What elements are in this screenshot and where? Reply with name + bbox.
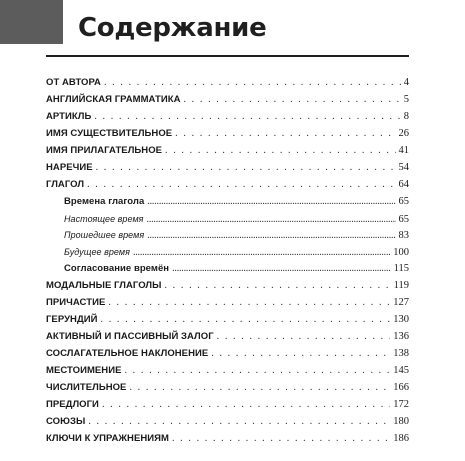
toc-dot-leader	[147, 212, 396, 229]
toc-entry[interactable]	[46, 278, 409, 295]
toc-entry-title: Времена глагола	[64, 195, 145, 207]
toc-dot-leader	[183, 92, 400, 109]
toc-dot-leader	[217, 329, 391, 346]
toc-page-number: 83	[398, 230, 409, 242]
toc-entry-title: ГЕРУНДИЙ	[46, 314, 98, 326]
toc-entry[interactable]	[46, 92, 409, 109]
toc-dot-leader	[108, 295, 390, 312]
toc-page-number: 26	[398, 127, 409, 139]
toc-dot-leader	[102, 397, 390, 414]
toc-dot-leader	[147, 194, 395, 211]
toc-entry-title: СОЮЗЫ	[46, 415, 86, 427]
toc-dot-leader	[165, 143, 395, 160]
toc-entry[interactable]	[46, 227, 409, 244]
toc-entry[interactable]	[46, 177, 409, 194]
toc-entry[interactable]	[46, 414, 409, 431]
toc-entry-title: АКТИВНЫЙ И ПАССИВНЫЙ ЗАЛОГ	[46, 331, 214, 343]
toc-entry-title: ПРИЧАСТИЕ	[46, 297, 106, 309]
toc-entry[interactable]	[46, 346, 409, 363]
toc-page-number: 145	[393, 364, 409, 376]
toc-dot-leader	[129, 380, 390, 397]
page-title: Содержание	[78, 13, 267, 43]
toc-page-number: 130	[393, 314, 409, 326]
toc-entry[interactable]	[46, 75, 409, 92]
toc-page-number: 166	[393, 381, 409, 393]
toc-entry-title: ГЛАГОЛ	[46, 178, 85, 190]
toc-entry-title: МОДАЛЬНЫЕ ГЛАГОЛЫ	[46, 280, 162, 292]
toc-dot-leader	[133, 245, 390, 262]
toc-entry-title: КЛЮЧИ К УПРАЖНЕНИЯМ	[46, 432, 169, 444]
header-corner-block	[0, 0, 63, 44]
toc-entry[interactable]	[46, 126, 409, 143]
toc-entry-title: Настоящее время	[64, 213, 144, 224]
toc-entry[interactable]	[46, 160, 409, 177]
toc-entry-title: Прошедшее время	[64, 230, 145, 241]
toc-dot-leader	[172, 431, 390, 448]
toc-page-number: 54	[398, 161, 409, 173]
toc-entry[interactable]	[46, 244, 409, 261]
toc-entry-title: НАРЕЧИЕ	[46, 161, 93, 173]
toc-entry[interactable]	[46, 312, 409, 329]
table-of-contents	[46, 75, 409, 448]
toc-entry[interactable]	[46, 261, 409, 278]
toc-entry-title: АНГЛИЙСКАЯ ГРАММАТИКА	[46, 93, 181, 105]
toc-page-number: 115	[393, 263, 409, 275]
toc-entry-title: ИМЯ СУЩЕСТВИТЕЛЬНОЕ	[46, 127, 173, 139]
toc-entry[interactable]	[46, 431, 409, 448]
toc-entry-title: Согласование времён	[64, 263, 170, 275]
toc-page-number: 100	[393, 247, 409, 259]
toc-dot-leader	[175, 126, 395, 143]
toc-page-number: 186	[393, 432, 409, 444]
toc-page-number: 127	[393, 297, 409, 309]
toc-page-number: 172	[393, 398, 409, 410]
toc-dot-leader	[87, 177, 395, 194]
toc-entry[interactable]	[46, 295, 409, 312]
toc-dot-leader	[101, 312, 391, 329]
toc-entry-title: Будущее время	[64, 247, 130, 258]
toc-dot-leader	[211, 346, 390, 363]
toc-dot-leader	[164, 278, 390, 295]
toc-dot-leader	[96, 160, 396, 177]
toc-page-number: 65	[398, 195, 409, 207]
toc-dot-leader	[172, 261, 391, 278]
toc-entry[interactable]	[46, 211, 409, 228]
toc-entry[interactable]	[46, 194, 409, 211]
toc-page-number: 64	[398, 178, 409, 190]
toc-entry[interactable]	[46, 109, 409, 126]
toc-entry[interactable]	[46, 329, 409, 346]
toc-entry-title: ПРЕДЛОГИ	[46, 398, 99, 410]
toc-entry-title: СОСЛАГАТЕЛЬНОЕ НАКЛОНЕНИЕ	[46, 348, 209, 359]
toc-entry-title: ИМЯ ПРИЛАГАТЕЛЬНОЕ	[46, 144, 163, 156]
toc-entry-title: МЕСТОИМЕНИЕ	[46, 364, 122, 376]
toc-page-number: 4	[403, 77, 409, 88]
toc-dot-leader	[104, 75, 401, 92]
toc-entry-title: ОТ АВТОРА	[46, 77, 101, 88]
toc-dot-leader	[147, 228, 395, 245]
toc-page-number: 136	[393, 331, 409, 343]
toc-entry[interactable]	[46, 363, 409, 380]
toc-entry[interactable]	[46, 143, 409, 160]
toc-entry[interactable]	[46, 380, 409, 397]
toc-dot-leader	[88, 414, 390, 431]
toc-page-number: 65	[398, 213, 409, 225]
toc-entry[interactable]	[46, 397, 409, 414]
title-rule	[46, 55, 409, 57]
toc-page-number: 41	[398, 144, 409, 156]
toc-dot-leader	[94, 109, 400, 126]
toc-entry-title: АРТИКЛЬ	[46, 110, 92, 122]
toc-page-number: 180	[393, 415, 409, 427]
toc-page-number: 138	[393, 348, 409, 359]
toc-page-number: 5	[403, 93, 409, 105]
toc-entry-title: ЧИСЛИТЕЛЬНОЕ	[46, 381, 127, 393]
toc-dot-leader	[124, 363, 390, 380]
toc-page-number: 8	[403, 110, 409, 122]
toc-page-number: 119	[393, 280, 409, 292]
